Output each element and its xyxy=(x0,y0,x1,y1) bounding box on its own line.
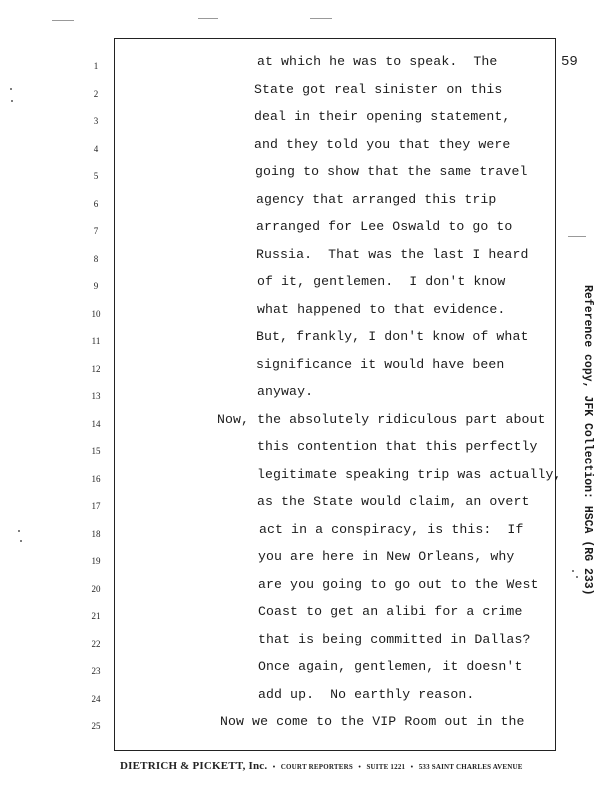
line-number: 10 xyxy=(91,308,101,319)
line-number: 7 xyxy=(93,226,99,236)
line-number: 17 xyxy=(91,501,101,511)
transcript-line: that is being committed in Dallas? xyxy=(258,631,531,647)
line-number: 13 xyxy=(91,391,101,401)
transcript-line: Now we come to the VIP Room out in the xyxy=(220,714,525,729)
scan-artifact xyxy=(576,576,578,578)
transcript-line: State got real sinister on this xyxy=(254,81,503,97)
footer-sep-3: • xyxy=(410,763,414,771)
scan-artifact xyxy=(11,100,13,102)
line-number: 1 xyxy=(93,61,99,71)
line-number: 21 xyxy=(91,611,101,621)
page-number: 59 xyxy=(561,54,578,70)
scan-artifact xyxy=(568,236,586,237)
scan-artifact xyxy=(18,530,20,532)
line-number: 15 xyxy=(91,446,101,456)
line-number: 23 xyxy=(91,666,101,676)
transcript-line: Now, the absolutely ridiculous part about xyxy=(217,411,546,427)
line-number: 22 xyxy=(91,638,101,649)
scan-artifact xyxy=(310,18,332,19)
line-number: 24 xyxy=(91,693,101,704)
line-number: 18 xyxy=(91,528,101,539)
line-number: 5 xyxy=(93,171,99,181)
scan-artifact xyxy=(20,540,22,542)
line-number: 14 xyxy=(91,418,101,429)
transcript-line: legitimate speaking trip was actually, xyxy=(257,466,562,482)
line-number: 6 xyxy=(93,198,99,209)
line-number: 12 xyxy=(91,363,101,374)
footer-firm: DIETRICH & PICKETT, Inc. xyxy=(120,760,268,772)
line-number: 8 xyxy=(93,253,99,264)
transcript-line: significance it would have been xyxy=(256,356,505,372)
line-number: 2 xyxy=(93,88,99,99)
transcript-line: are you going to go out to the West xyxy=(258,576,539,592)
line-number: 19 xyxy=(91,556,101,566)
transcript-line: add up. No earthly reason. xyxy=(258,686,475,702)
transcript-line: anyway. xyxy=(257,384,314,399)
scan-artifact xyxy=(10,88,12,90)
transcript-line: and they told you that they were xyxy=(254,136,511,152)
transcript-line: act in a conspiracy, is this: If xyxy=(259,521,524,537)
archive-stamp: Reference copy, JFK Collection: HSCA (RG 233) xyxy=(581,285,594,596)
scan-artifact xyxy=(198,18,218,19)
transcript-line: Once again, gentlemen, it doesn't xyxy=(258,659,523,674)
transcript-line: deal in their opening statement, xyxy=(254,109,511,124)
transcript-line: at which he was to speak. The xyxy=(257,54,498,69)
footer-sep-1: • xyxy=(272,763,276,771)
footer-address: 533 SAINT CHARLES AVENUE xyxy=(418,763,523,771)
transcript-line: as the State would claim, an overt xyxy=(257,494,530,509)
transcript-line: Coast to get an alibi for a crime xyxy=(258,604,523,619)
footer-court-reporters: COURT REPORTERS xyxy=(280,763,353,771)
footer-suite: SUITE 1221 xyxy=(366,763,406,771)
line-number: 11 xyxy=(91,336,101,346)
scan-artifact xyxy=(572,570,574,572)
transcript-line: this contention that this perfectly xyxy=(257,439,538,454)
line-number: 4 xyxy=(93,143,99,154)
transcript-line: Russia. That was the last I heard xyxy=(256,246,529,262)
line-number: 20 xyxy=(91,583,101,594)
line-number: 16 xyxy=(91,473,101,484)
line-number: 3 xyxy=(93,116,99,126)
transcript-line: going to show that the same travel xyxy=(255,164,528,179)
scan-artifact xyxy=(52,20,74,21)
footer-sep-2: • xyxy=(358,763,362,771)
transcript-line: of it, gentlemen. I don't know xyxy=(257,274,506,289)
transcript-line: agency that arranged this trip xyxy=(256,191,497,207)
transcript-line: arranged for Lee Oswald to go to xyxy=(256,219,513,234)
line-number: 25 xyxy=(91,721,101,731)
transcript-line: you are here in New Orleans, why xyxy=(258,549,515,564)
transcript-line: what happened to that evidence. xyxy=(257,301,506,317)
transcript-line: But, frankly, I don't know of what xyxy=(256,329,529,344)
line-number: 9 xyxy=(93,281,99,291)
footer xyxy=(120,760,560,772)
